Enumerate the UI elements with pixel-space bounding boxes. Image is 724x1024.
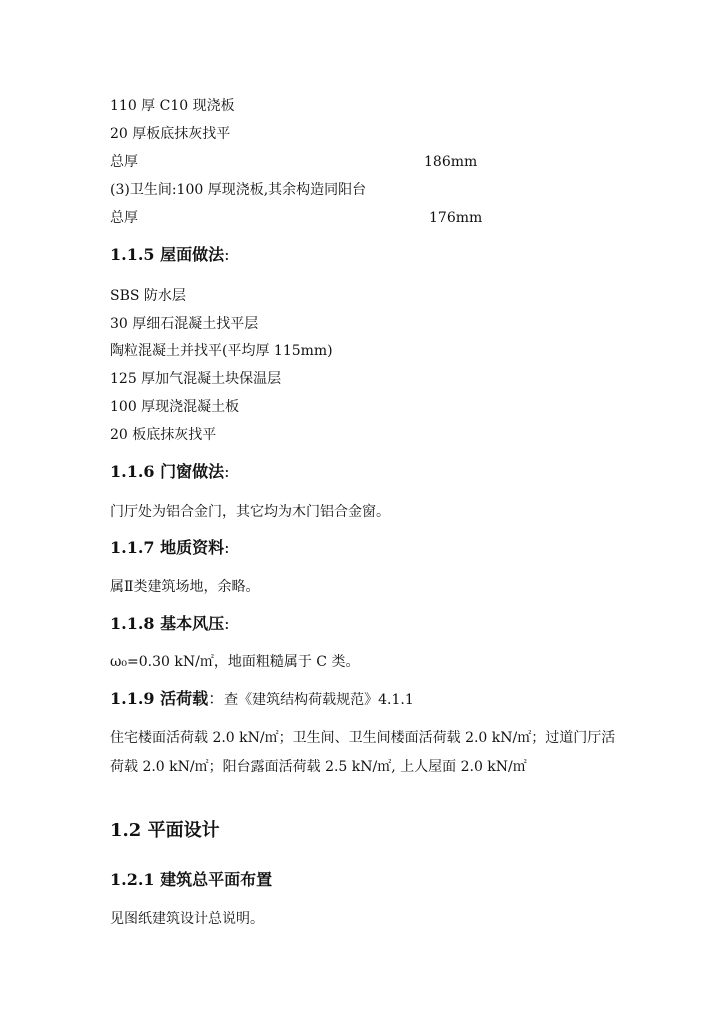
heading-colon: : bbox=[224, 245, 230, 264]
text-line: 110 厚 C10 现浇板 bbox=[110, 98, 235, 114]
section-text: 见图纸建筑设计总说明。 bbox=[110, 911, 264, 927]
heading-note: 查《建筑结构荷载规范》4.1.1 bbox=[224, 692, 414, 708]
list-item: 100 厚现浇混凝土板 bbox=[110, 399, 240, 415]
heading-colon: : bbox=[224, 462, 230, 481]
list-item: SBS 防水层 bbox=[110, 288, 186, 304]
list-item: 125 厚加气混凝土块保温层 bbox=[110, 371, 282, 387]
heading-colon: : bbox=[224, 614, 230, 633]
section-heading-plan-design: 1.2 平面设计 bbox=[110, 820, 220, 841]
heading-text: 1.1.7 地质资料 bbox=[110, 538, 225, 557]
section-heading-site-plan: 1.2.1 建筑总平面布置 bbox=[110, 870, 273, 889]
list-item: 陶粒混凝土并找平(平均厚 115mm) bbox=[110, 343, 333, 359]
section-heading-live-load bbox=[110, 689, 414, 710]
section-heading-doors-windows bbox=[110, 462, 230, 482]
heading-colon: ： bbox=[208, 689, 225, 708]
text-line: (3)卫生间:100 厚现浇板,其余构造同阳台 bbox=[110, 182, 367, 198]
section-heading-geology bbox=[110, 538, 230, 558]
section-heading-wind bbox=[110, 614, 230, 634]
text-line: 20 厚板底抹灰找平 bbox=[110, 126, 231, 142]
list-item: 30 厚细石混凝土找平层 bbox=[110, 316, 259, 332]
total-label: 总厚 bbox=[110, 210, 138, 226]
heading-text: 1.1.8 基本风压 bbox=[110, 614, 225, 633]
section-text: 门厅处为铝合金门，其它均为木门铝合金窗。 bbox=[110, 504, 390, 520]
list-item: 20 板底抹灰找平 bbox=[110, 427, 217, 443]
total-value: 186mm bbox=[424, 154, 478, 170]
section-heading-roof bbox=[110, 245, 230, 265]
section-text: 属Ⅱ类建筑场地，余略。 bbox=[110, 579, 260, 595]
heading-colon: : bbox=[224, 538, 230, 557]
heading-text: 1.1.5 屋面做法 bbox=[110, 245, 225, 264]
paragraph-line: 住宅楼面活荷载 2.0 kN/㎡；卫生间、卫生间楼面活荷载 2.0 kN/㎡；过道门厅活 bbox=[110, 730, 616, 746]
paragraph-line: 荷载 2.0 kN/㎡；阳台露面活荷载 2.5 kN/㎡, 上人屋面 2.0 kN/㎡ bbox=[110, 759, 527, 775]
total-label: 总厚 bbox=[110, 154, 138, 170]
section-text: ω₀=0.30 kN/㎡，地面粗糙属于 C 类。 bbox=[110, 654, 360, 670]
heading-text: 1.1.9 活荷载 bbox=[110, 689, 209, 708]
total-value: 176mm bbox=[429, 210, 483, 226]
heading-text: 1.1.6 门窗做法 bbox=[110, 462, 225, 481]
